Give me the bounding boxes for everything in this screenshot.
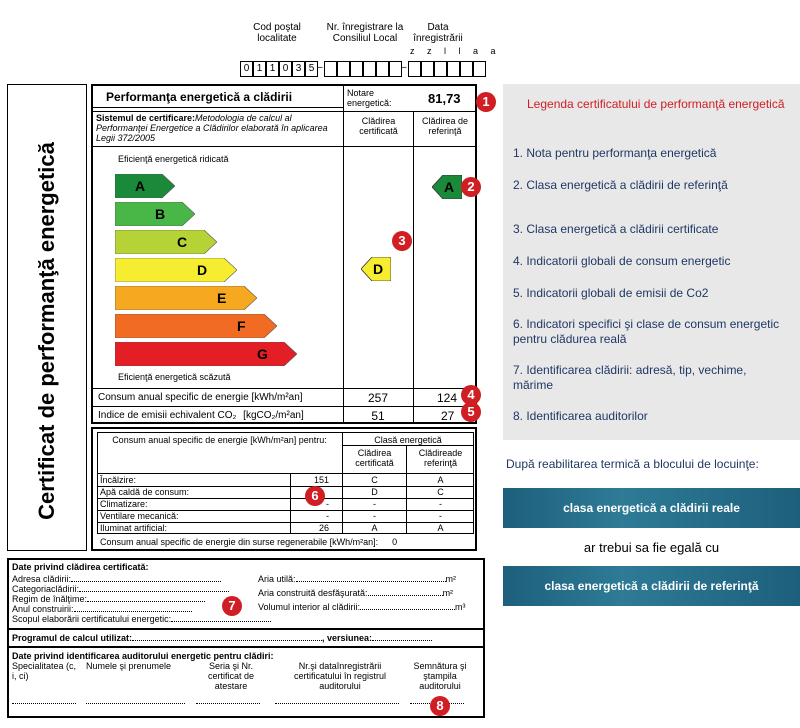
date-format: z z l l a a xyxy=(410,46,501,56)
cert-class-arrow xyxy=(361,257,391,281)
class-bar-label: C xyxy=(177,234,188,250)
program-row xyxy=(12,633,432,643)
building-field-input[interactable] xyxy=(171,621,271,622)
spec-col-ref: Clădireade referinţă xyxy=(418,448,463,468)
spec-row-ref: - xyxy=(439,499,442,509)
spec-row-ref: C xyxy=(437,487,444,497)
building-field-unit: m³ xyxy=(455,602,466,612)
building-field-input[interactable] xyxy=(87,601,205,602)
emisii-ref: 27 xyxy=(441,409,455,423)
date-cell[interactable] xyxy=(460,61,473,77)
class-bar-label: F xyxy=(237,318,246,334)
vertical-title: Certificat de performanţă energetică xyxy=(34,142,59,520)
regen-value: 0 xyxy=(392,537,398,547)
emisii-label: Indice de emisii echivalent CO₂ xyxy=(98,410,237,421)
auditor-col-header: Semnătura şi ştampila auditorului xyxy=(413,661,467,691)
auditor-col-input[interactable] xyxy=(86,703,185,704)
real-class-button[interactable]: clasa energetică a clădirii reale xyxy=(503,488,800,528)
reg-no-cell[interactable] xyxy=(337,61,350,77)
building-field-label: Regim de înălţime: xyxy=(12,594,88,604)
regen-row xyxy=(100,537,397,547)
eff-low-label: Eficienţă energetică scăzută xyxy=(118,372,231,382)
ref-class-button[interactable]: clasa energetică a clădirii de referinţă xyxy=(503,566,800,606)
emisii-cert: 51 xyxy=(371,409,385,423)
class-header: Clasă energetică xyxy=(374,435,442,445)
auditor-col-header: Seria şi Nr. certificat de atestare xyxy=(207,661,255,691)
consum-unit: [kWh/m²an] xyxy=(251,392,303,403)
spec-row-value: 26 xyxy=(318,523,329,533)
date-cell[interactable] xyxy=(447,61,460,77)
building-field-unit: m² xyxy=(445,574,457,584)
spec-col-cert: Clădirea certificată xyxy=(355,448,394,468)
building-field-label: Categoriaclădirii: xyxy=(12,584,80,594)
legend-item: 8. Identificarea auditorilor xyxy=(513,409,648,423)
auditor-col-input[interactable] xyxy=(196,703,260,704)
ref-class-arrow xyxy=(432,175,462,199)
sistem-text: Metodologia de calcul al Performanţei Energetice a Clădirilor elaborată în aplicarea Legii 372/2005 xyxy=(96,113,328,143)
consum-label: Consum anual specific de energie xyxy=(98,392,249,403)
badge-4: 4 xyxy=(461,385,481,405)
building-field-left xyxy=(12,604,192,614)
dash-2: – xyxy=(401,62,407,73)
legend-item: 3. Clasa energetică a clădirii certificate xyxy=(513,222,719,236)
auditor-col-header: Specialitatea (c, i, ci) xyxy=(12,661,77,681)
legend-title: Legenda certificatului de performanţă energetică xyxy=(527,97,785,111)
building-field-left xyxy=(12,584,229,594)
spec-row-label: Ventilare mecanică: xyxy=(100,511,179,521)
reg-no-cell[interactable] xyxy=(350,61,363,77)
spec-row-ref: - xyxy=(439,511,442,521)
auditor-col-header: Nr.şi dataînregistrării certificatului în registrul auditorului xyxy=(293,661,387,691)
spec-row-label: Încălzire: xyxy=(100,475,137,485)
class-bar-label: D xyxy=(197,262,208,278)
class-bar-label: B xyxy=(155,206,166,222)
postal-code-label: Cod poştal localitate xyxy=(253,22,301,44)
building-field-unit: m² xyxy=(442,588,454,598)
col-cert-label: Clădirea certificată xyxy=(359,116,398,136)
auditor-title: Date privind identificarea auditorului energetic pentru clădiri: xyxy=(12,651,274,661)
badge-2: 2 xyxy=(461,177,481,197)
building-field-label: Adresa clădirii: xyxy=(12,574,72,584)
auditor-col-header: Numele şi prenumele xyxy=(86,661,172,671)
badge-7: 7 xyxy=(222,596,242,616)
date-cell[interactable] xyxy=(473,61,486,77)
postal-digit-cell: 0 xyxy=(240,61,253,77)
ref-class-letter: A xyxy=(444,179,455,195)
auditor-col-input[interactable] xyxy=(12,703,76,704)
date-label: Data înregistrării xyxy=(413,22,463,44)
regen-label: Consum anual specific de energie din surse regenerabile [kWh/m²an]: xyxy=(100,537,379,547)
building-field-right xyxy=(258,602,466,612)
spec-row-cert: C xyxy=(371,475,378,485)
building-field-input[interactable] xyxy=(79,591,229,592)
building-field-input[interactable] xyxy=(368,595,443,596)
building-field-input[interactable] xyxy=(74,611,192,612)
notare-label: Notare energetică: xyxy=(347,88,392,108)
consum-ref: 124 xyxy=(437,391,458,405)
spec-row-label: Climatizare: xyxy=(100,499,148,509)
spec-row-label: Iluminat artificial: xyxy=(100,523,168,533)
building-field-right xyxy=(258,588,453,598)
notare-value: 81,73 xyxy=(428,91,461,106)
specific-header: Consum anual specific de energie [kWh/m²an] pentru: xyxy=(112,435,327,445)
reg-no-cell[interactable] xyxy=(376,61,389,77)
class-bar-f xyxy=(115,314,277,338)
eff-high-label: Eficienţă energetică ridicată xyxy=(118,154,229,164)
badge-1: 1 xyxy=(476,92,496,112)
dash-1: – xyxy=(317,62,323,73)
postal-digit-cell: 3 xyxy=(292,61,305,77)
building-field-label: Aria utilă: xyxy=(258,574,296,584)
postal-digit-cell: 1 xyxy=(266,61,279,77)
date-cell[interactable] xyxy=(434,61,447,77)
date-cell[interactable] xyxy=(408,61,421,77)
legend-item: 4. Indicatorii globali de consum energetic xyxy=(513,254,731,268)
legend-item: 1. Nota pentru performanţa energetică xyxy=(513,146,717,160)
spec-row-ref: A xyxy=(437,523,444,533)
legend-item: 5. Indicatorii globali de emisii de Co2 xyxy=(513,286,709,300)
auditor-col-input[interactable] xyxy=(275,703,399,704)
reg-no-label: Nr. înregistrare la Consiliul Local xyxy=(326,22,404,44)
emisii-unit: [kgCO₂/m²an] xyxy=(243,410,304,421)
program-version-label: , versiunea: xyxy=(322,633,373,643)
postal-digit-cell: 1 xyxy=(253,61,266,77)
spec-row-value: - xyxy=(326,511,329,521)
cert-class-letter: D xyxy=(373,261,384,277)
consum-row xyxy=(98,392,303,403)
col-ref-label: Clădirea de referinţă xyxy=(421,116,469,136)
spec-row-value: - xyxy=(326,499,329,509)
spec-row-cert: A xyxy=(371,523,378,533)
building-field-label: Aria construită desfăşurată: xyxy=(258,588,368,598)
building-title: Date privind clădirea certificată: xyxy=(12,562,149,572)
program-label: Programul de calcul utilizat: xyxy=(12,633,133,643)
building-field-input[interactable] xyxy=(296,581,446,582)
spec-row-cert: - xyxy=(373,499,376,509)
consum-cert: 257 xyxy=(367,391,389,405)
postal-digit-cell: 0 xyxy=(279,61,292,77)
class-bar-g xyxy=(115,342,297,366)
spec-row-value: 151 xyxy=(313,475,329,485)
class-bar-d xyxy=(115,258,237,282)
sistem-label: Sistemul de certificare: xyxy=(96,113,196,123)
building-field-input[interactable] xyxy=(360,609,455,610)
postal-digit-cell: 5 xyxy=(305,61,318,77)
reg-no-cell[interactable] xyxy=(363,61,376,77)
spec-row-cert: - xyxy=(373,511,376,521)
middle-text: ar trebui sa fie egală cu xyxy=(583,540,720,555)
class-bar-c xyxy=(115,230,217,254)
spec-row-ref: A xyxy=(437,475,444,485)
building-field-label: Volumul interior al clădirii: xyxy=(258,602,361,612)
badge-3: 3 xyxy=(392,231,412,251)
cert-title: Performanţa energetică a clădirii xyxy=(106,90,293,104)
spec-row-cert: D xyxy=(371,487,378,497)
class-bar-label: A xyxy=(135,178,146,194)
emisii-row xyxy=(98,410,304,421)
legend-item: 2. Clasa energetică a clădirii de referinţă xyxy=(513,178,728,192)
building-field-right xyxy=(258,574,456,584)
reg-no-cell[interactable] xyxy=(389,61,402,77)
building-field-input[interactable] xyxy=(71,581,221,582)
badge-8: 8 xyxy=(430,696,450,716)
date-cell[interactable] xyxy=(421,61,434,77)
class-bar-e xyxy=(115,286,257,310)
building-field-left xyxy=(12,594,205,604)
legend-item: 7. Identificarea clădirii: adresă, tip, vechime, mărime xyxy=(513,363,747,392)
spec-row-label: Apă caldă de consum: xyxy=(100,487,190,497)
legend-item: 6. Indicatori specifici şi clase de consum energetic pentru clădurea reală xyxy=(513,317,780,346)
after-text: După reabilitarea termică a blocului de locuinţe: xyxy=(506,457,759,471)
building-field-left xyxy=(12,574,221,584)
reg-no-cell[interactable] xyxy=(324,61,337,77)
building-field-label: Scopul elaborării certificatului energetic: xyxy=(12,614,172,624)
building-field-label: Anul construirii: xyxy=(12,604,74,614)
badge-5: 5 xyxy=(461,402,481,422)
badge-6: 6 xyxy=(305,486,325,506)
class-bar-label: G xyxy=(257,346,268,362)
class-bar-label: E xyxy=(217,290,227,306)
